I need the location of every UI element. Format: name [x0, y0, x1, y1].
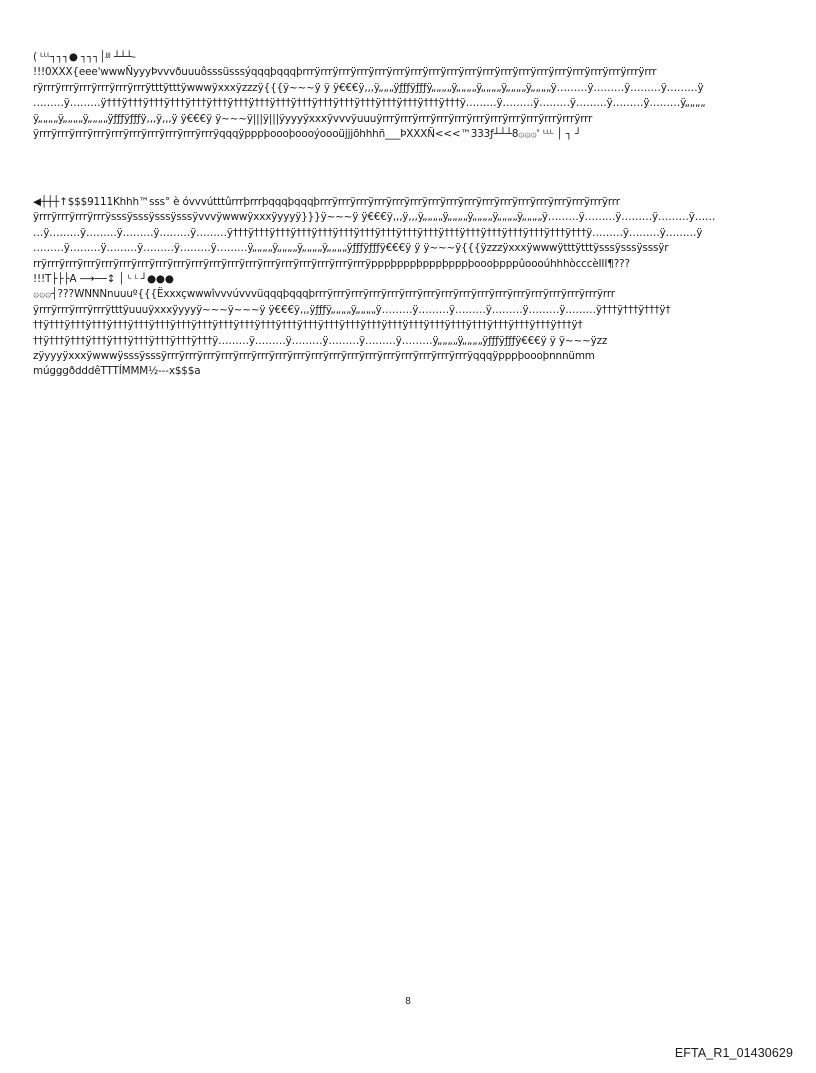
text-line: ÿrrrÿrrrÿrrrÿrrrÿrrrÿrrrÿrrrÿrrrÿrrrÿrrrÿqqqÿpppþoooþoooýoooüjjjõhhhñ___ÞXXXÑ<<<™333ƒ┴┴┴8۞۞۞' ᴸᴸᴸ │ ┐ ┘ — [33, 127, 582, 140]
text-line: zÿyyyÿxxxÿwwwÿsssÿsssÿrrrÿrrrÿrrrÿrrrÿrrrÿrrrÿrrrÿrrrÿrrrÿrrrÿrrrÿrrrÿrrrÿrrrÿrrrÿrrrÿrrrÿqqqÿpppþoooþnnnümm — [33, 349, 595, 362]
text-line: !!!T├├├A ⟶──↕ │ ᴸ ᴸ ┘●●● — [33, 272, 174, 285]
text-line: rrÿrrrÿrrrÿrrrÿrrrÿrrrÿrrrÿrrrÿrrrÿrrrÿrrrÿrrrÿrrrÿrrrÿrrrÿrrrÿrrrÿrrrÿrrrÿpppþpppþpppþpppþoooþpppûoooúhhhòcccèIII¶??? — [33, 257, 630, 270]
text-line: múgggðdddêTTTÍMMM½---x$$$a — [33, 365, 201, 378]
text-line: !!!0XXX{eee'wwwÑyyyÞvvvðuuuôsssüsssýqqqþqqqþrrrÿrrrÿrrrÿrrrÿrrrÿrrrÿrrrÿrrrÿrrrÿrrrÿrrrÿrrrÿrrrÿrrrÿrrrÿrrrÿrrrÿrrrÿrrrÿrrr — [33, 66, 657, 79]
garbled-text-block-2 — [33, 195, 781, 380]
text-line: ۞۞۞┤???WNNNnuuuº{{{Ëxxxçwwwîvvvúvvvüqqqþqqqþrrrÿrrrÿrrrÿrrrÿrrrÿrrrÿrrrÿrrrÿrrrÿrrrÿrrrÿrrrÿrrrÿrrrÿrrrÿrrrÿrrr — [33, 288, 615, 301]
text-line: ÿ„„„„ÿ„„„„ÿ„„„„ÿƒƒƒÿƒƒƒÿ‚‚‚ÿ‚‚‚ÿ ÿ€€€ÿ ÿ~~~ÿ|||ÿ|||ÿyyyÿxxxÿvvvÿuuuÿrrrÿrrrÿrrrÿrrrÿrrrÿrrrÿrrrÿrrrÿrrrÿrrrÿrrrÿrrr — [33, 112, 593, 125]
text-line: …ÿ………ÿ………ÿ………ÿ………ÿ………ÿ†††ÿ†††ÿ†††ÿ†††ÿ†††ÿ†††ÿ†††ÿ†††ÿ†††ÿ†††ÿ†††ÿ†††ÿ†††ÿ†††ÿ†††ÿ†††ÿ†††ÿ………ÿ………ÿ………ÿ — [33, 226, 703, 239]
text-line: rÿrrrÿrrrÿrrrÿrrrÿrrrÿrrrÿtttÿtttÿwwwÿxxxÿzzzÿ{{{ÿ~~~ÿ ÿ ÿ€€€ÿ‚‚‚ÿ„„„ÿƒƒƒÿƒƒƒÿ„„„„ÿ„„„„ÿ„„„„ÿ„„„„ÿ„„„„ÿ………ÿ………ÿ………ÿ………ÿ — [33, 81, 704, 94]
garbled-text-block-1 — [33, 50, 781, 142]
text-line: ÿrrrÿrrrÿrrrÿrrrÿtttÿuuuÿxxxÿyyyÿ~~~ÿ~~~ÿ ÿ€€€ÿ‚‚‚ÿƒƒƒÿ„„„„ÿ„„„„ÿ………ÿ………ÿ………ÿ………ÿ………ÿ………ÿ†††ÿ†††ÿ†††ÿ† — [33, 303, 671, 316]
text-line: ††ÿ†††ÿ†††ÿ†††ÿ†††ÿ†††ÿ†††ÿ†††ÿ†††ÿ………ÿ………ÿ………ÿ………ÿ………ÿ………ÿ„„„„ÿ„„„„ÿƒƒƒÿƒƒƒÿ€€€ÿ ÿ ÿ~~~ÿzz — [33, 334, 608, 347]
page-number: 8 — [405, 996, 411, 1007]
text-line: ††ÿ†††ÿ†††ÿ†††ÿ†††ÿ†††ÿ†††ÿ†††ÿ†††ÿ†††ÿ†††ÿ†††ÿ†††ÿ†††ÿ†††ÿ†††ÿ†††ÿ†††ÿ†††ÿ†††ÿ†††ÿ†††ÿ†††ÿ†††ÿ†††ÿ†††ÿ† — [33, 319, 583, 332]
text-line: ………ÿ………ÿ†††ÿ†††ÿ†††ÿ†††ÿ†††ÿ†††ÿ†††ÿ†††ÿ†††ÿ†††ÿ†††ÿ†††ÿ†††ÿ†††ÿ†††ÿ†††ÿ†††ÿ………ÿ………ÿ………ÿ………ÿ………ÿ………ÿ„„„„ — [33, 97, 706, 110]
text-line: ………ÿ………ÿ………ÿ………ÿ………ÿ………ÿ„„„„ÿ„„„„ÿ„„„„ÿ„„„„ÿƒƒƒÿƒƒƒÿ€€€ÿ ÿ ÿ~~~ÿ{{{ÿzzzÿxxxÿwwwÿtttÿtttÿsssÿsssÿsssÿr — [33, 242, 669, 255]
text-line: ◀┼┼┼↑$$$9111Khhh™sss° è óvvvútttûrrrþrrrþqqqþqqqþrrrÿrrrÿrrrÿrrrÿrrrÿrrrÿrrrÿrrrÿrrrÿrrrÿrrrÿrrrÿrrrÿrrrÿrrrÿrrrÿrrr — [33, 196, 620, 208]
text-line: ÿrrrÿrrrÿrrrÿrrrÿsssÿsssÿsssÿsssÿvvvÿwwwÿxxxÿyyyÿ}}}ÿ~~~ÿ ÿ€€€ÿ‚‚‚ÿ‚‚‚ÿ„„„„ÿ„„„„ÿ„„„„ÿ„„„„ÿ„„„„ÿ………ÿ………ÿ………ÿ………ÿ…… — [33, 211, 716, 224]
text-line: ( ᴸᴸᴸ┐┐┐● ┐┐┐│ᴶᴶᴶ ┴┴┴- — [33, 51, 136, 63]
document-id: EFTA_R1_01430629 — [674, 1046, 793, 1060]
